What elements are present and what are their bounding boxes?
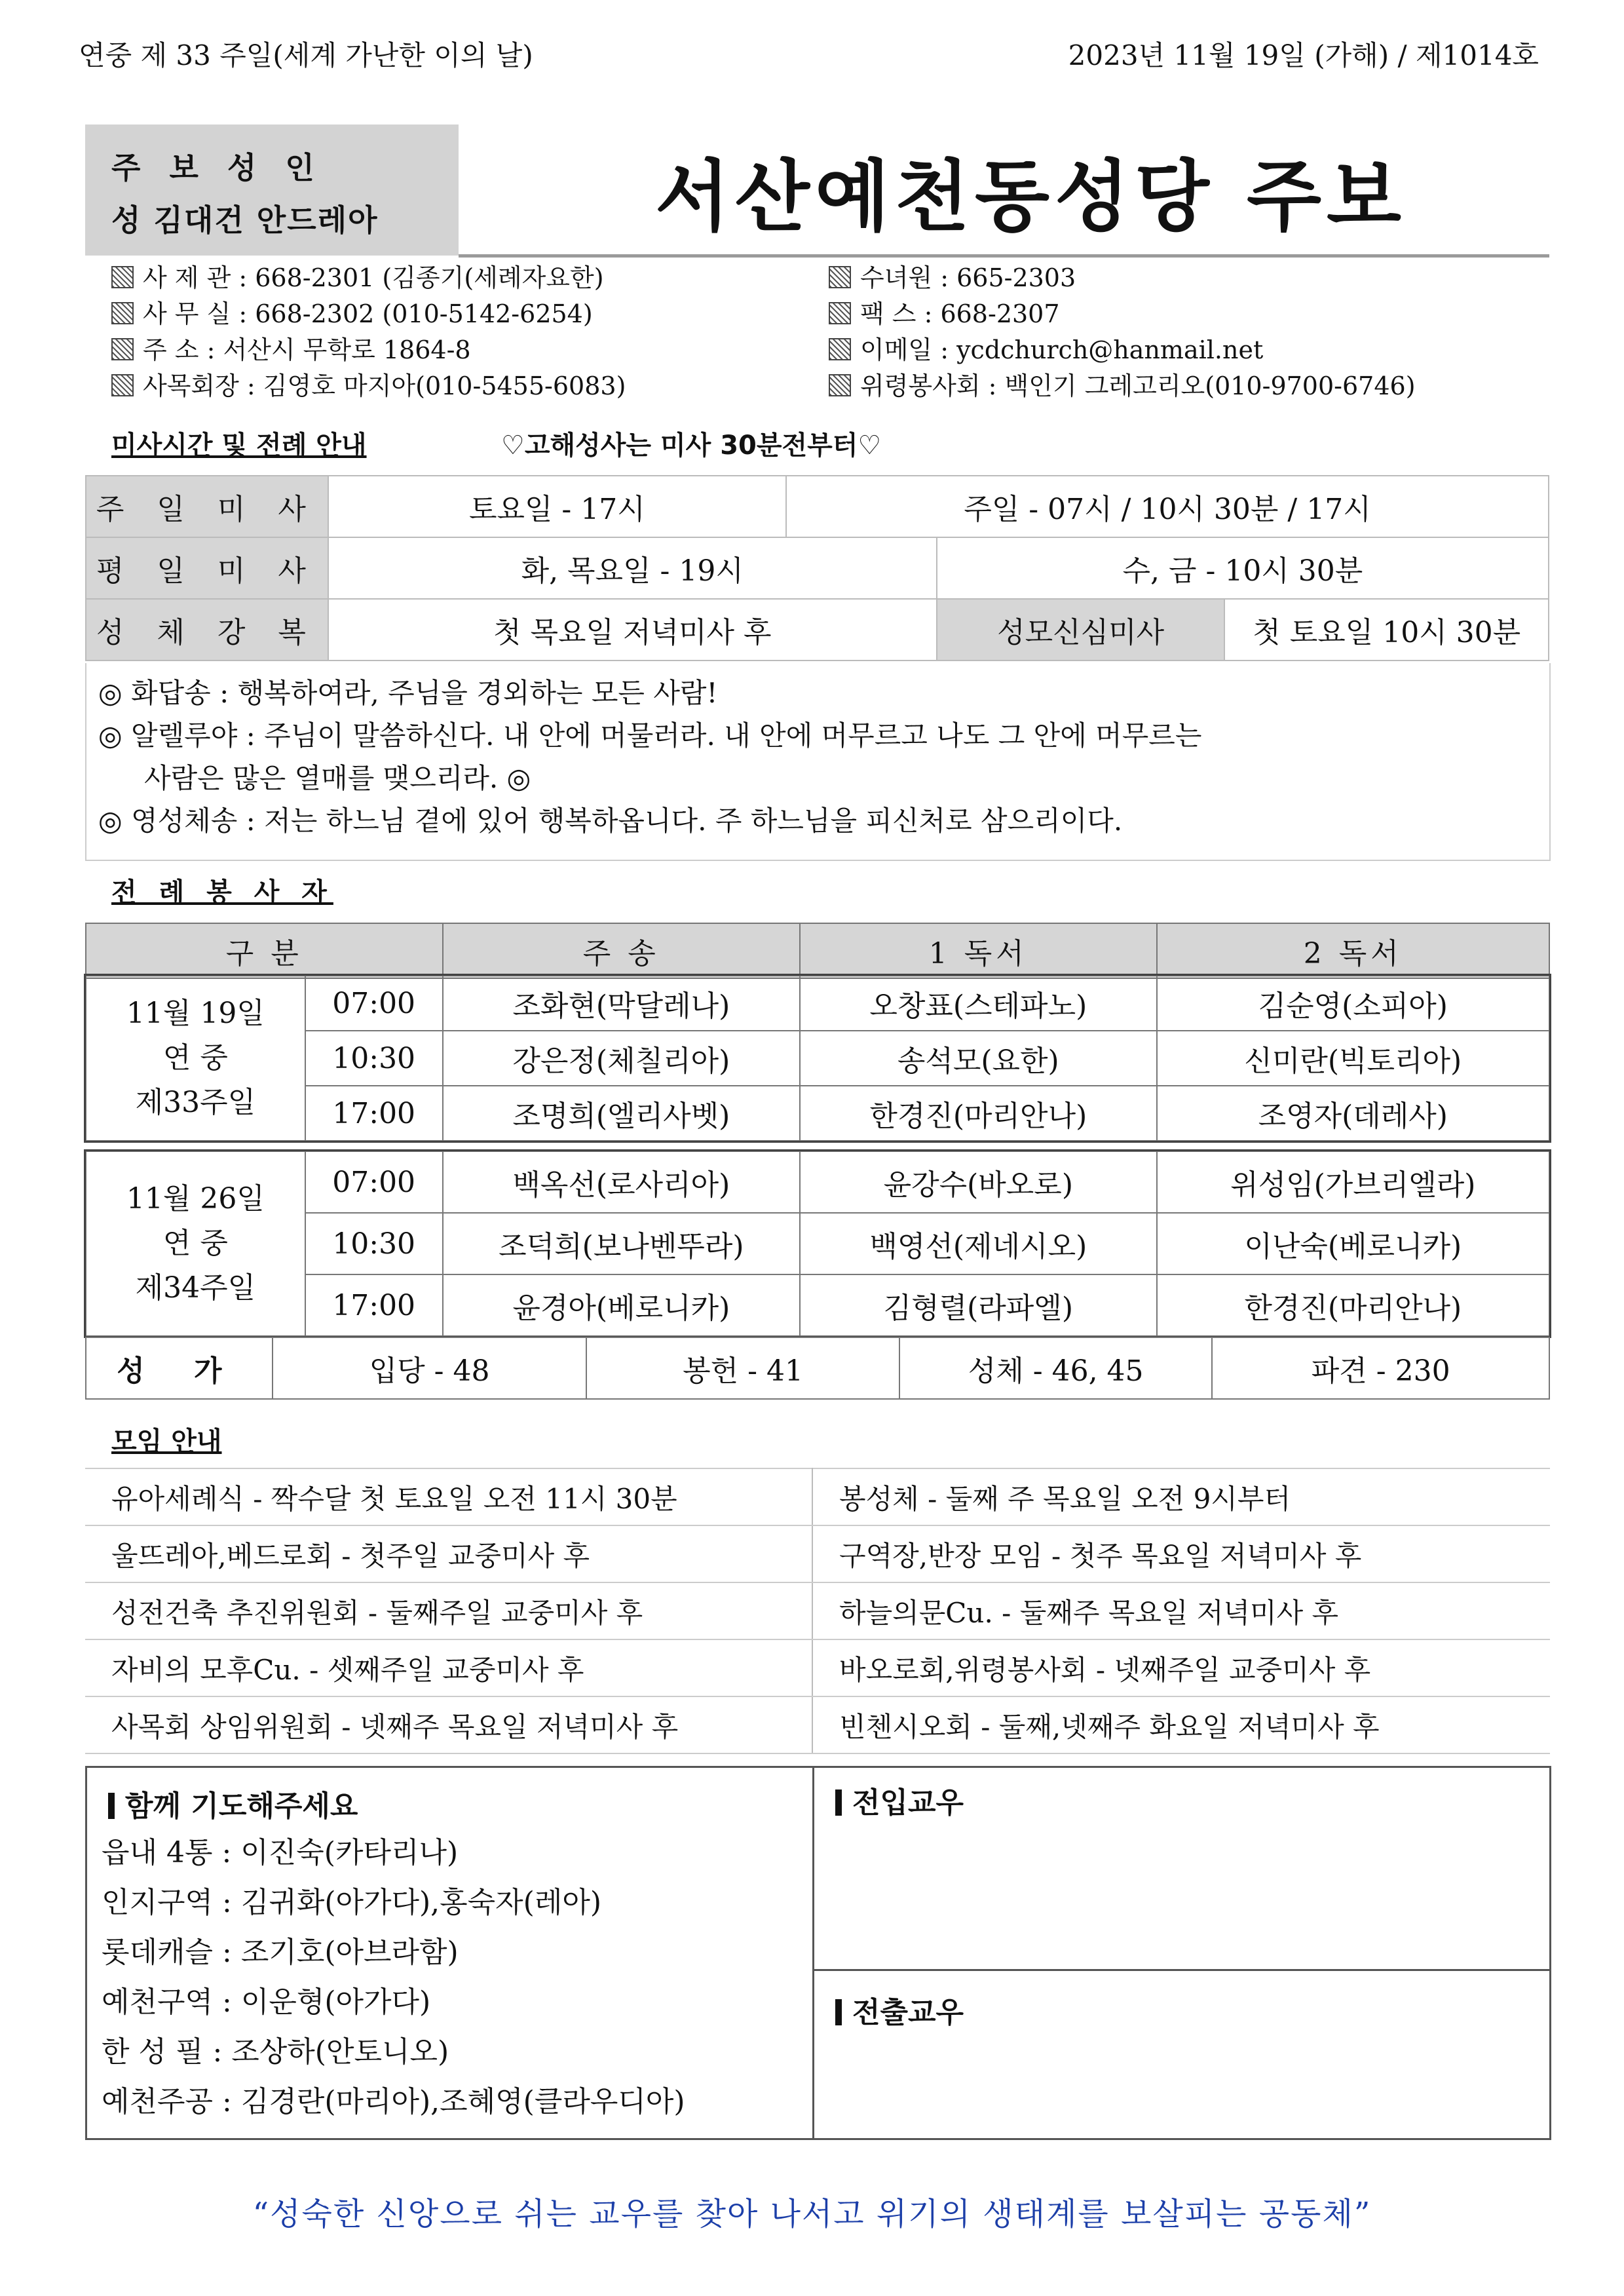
meeting-item: 구역장,반장 모임 - 첫주 목요일 저녁미사 후 xyxy=(812,1525,1550,1582)
issue-date-number: 2023년 11월 19일 (가해) / 제1014호 xyxy=(1068,39,1539,71)
meeting-item: 빈첸시오회 - 둘째,넷째주 화요일 저녁미사 후 xyxy=(812,1696,1550,1753)
adoration-label: 성 체 강 복 xyxy=(86,599,328,660)
contact-office: 사 무 실 : 668-2302 (010-5142-6254) xyxy=(111,296,626,332)
transfer-in-heading: 전입교우 xyxy=(835,1779,964,1821)
table-row xyxy=(85,1525,1550,1582)
reader2: 조영자(데레사) xyxy=(1157,1086,1549,1141)
week-date-cell xyxy=(86,976,305,1141)
mass-time: 10:30 xyxy=(305,1213,443,1274)
mass-time: 17:00 xyxy=(305,1274,443,1336)
alleluia-verse-cont: 사람은 많은 열매를 맺으리라. ◎ xyxy=(144,762,531,794)
mass-time: 10:30 xyxy=(305,1031,443,1086)
communion-antiphon: ◎ 영성체송 : 저는 하느님 곁에 있어 행복하옵니다. 주 하느님을 피신처로 삼으리이다. xyxy=(98,805,1123,837)
meetings-table xyxy=(85,1468,1550,1754)
table-row xyxy=(86,1086,1549,1141)
antiphons xyxy=(98,672,1201,842)
servers-section-title: 전 례 봉 사 자 xyxy=(111,877,333,908)
reader1: 송석모(요한) xyxy=(800,1031,1156,1086)
sunday-times: 주일 - 07시 / 10시 30분 / 17시 xyxy=(786,476,1549,537)
week-sunday: 제34주일 xyxy=(135,1271,256,1305)
checkbox-icon xyxy=(111,266,134,288)
contact-list-left xyxy=(111,260,626,404)
table-row xyxy=(86,476,1549,537)
sunday-mass-label: 주 일 미 사 xyxy=(86,476,328,537)
mass-section-title: 미사시간 및 전례 안내 xyxy=(111,430,367,461)
reader2: 이난숙(베로니카) xyxy=(1157,1213,1549,1274)
list-item: 한 성 필 : 조상하(안토니오) xyxy=(102,2035,449,2069)
list-item: 읍내 4통 : 이진숙(카타리나) xyxy=(102,1836,459,1869)
table-row xyxy=(85,1696,1550,1753)
contact-email: 이메일 : ycdchurch@hanmail.net xyxy=(829,332,1416,368)
table-row xyxy=(86,1151,1549,1213)
servers-week-nov19 xyxy=(85,975,1550,1141)
marian-mass-label: 성모신심미사 xyxy=(937,599,1225,660)
table-row xyxy=(86,1274,1549,1336)
week-date: 11월 19일 xyxy=(126,997,265,1030)
heading-bar-icon xyxy=(835,1789,842,1816)
table-row xyxy=(85,1639,1550,1696)
contact-address: 주 소 : 서산시 무학로 1864-8 xyxy=(111,332,626,368)
table-row xyxy=(86,1213,1549,1274)
cantor: 백옥선(로사리아) xyxy=(443,1151,800,1213)
gradual-antiphon: ◎ 화답송 : 행복하여라, 주님을 경외하는 모든 사람! xyxy=(98,677,718,709)
table-row xyxy=(86,1337,1549,1399)
cantor: 조화현(막달레나) xyxy=(443,976,800,1031)
title-rule xyxy=(459,254,1549,258)
contact-rectory: 사 제 관 : 668-2301 (김종기(세례자요한) xyxy=(111,260,626,296)
meetings-section-title: 모임 안내 xyxy=(111,1426,222,1457)
table-row xyxy=(86,923,1549,978)
heading-bar-icon xyxy=(108,1793,115,1819)
week-date: 11월 26일 xyxy=(126,1182,265,1215)
table-row xyxy=(86,1031,1549,1086)
patron-name: 성 김대건 안드레아 xyxy=(111,202,379,238)
meeting-item: 자비의 모후Cu. - 셋째주일 교중미사 후 xyxy=(85,1639,812,1696)
header-reader1: 1 독서 xyxy=(800,923,1157,978)
checkbox-icon xyxy=(111,302,134,324)
reader1: 오창표(스테파노) xyxy=(800,976,1156,1031)
hymn-offertory: 봉헌 - 41 xyxy=(586,1337,899,1399)
week-season: 연 중 xyxy=(162,1227,228,1260)
patron-label: 주 보 성 인 xyxy=(111,150,324,185)
checkbox-icon xyxy=(111,374,134,396)
box-divider xyxy=(812,1969,1549,1971)
parish-motto: “성숙한 신앙으로 쉬는 교우를 찾아 나서고 위기의 생태계를 보살피는 공동체” xyxy=(252,2196,1372,2232)
reader1: 백영선(제네시오) xyxy=(800,1213,1156,1274)
prayer-list xyxy=(102,1828,685,2127)
mass-schedule-table xyxy=(85,475,1549,661)
reader2: 한경진(마리안나) xyxy=(1157,1274,1549,1336)
marian-mass-time: 첫 토요일 10시 30분 xyxy=(1224,599,1549,660)
hymns-label: 성 가 xyxy=(86,1337,273,1399)
checkbox-icon xyxy=(829,266,851,288)
meeting-item: 울뜨레아,베드로회 - 첫주일 교중미사 후 xyxy=(85,1525,812,1582)
sunday-saturday-time: 토요일 - 17시 xyxy=(328,476,786,537)
weekday-mass-label: 평 일 미 사 xyxy=(86,537,328,599)
mass-time: 07:00 xyxy=(305,976,443,1031)
table-row xyxy=(86,976,1549,1031)
checkbox-icon xyxy=(829,338,851,360)
bulletin-title: 서산예천동성당 주보 xyxy=(655,151,1407,242)
header-reader2: 2 독서 xyxy=(1157,923,1550,978)
cantor: 조덕희(보나벤뚜라) xyxy=(443,1213,800,1274)
cantor: 강은정(체칠리아) xyxy=(443,1031,800,1086)
reader2: 신미란(빅토리아) xyxy=(1157,1031,1549,1086)
checkbox-icon xyxy=(829,302,851,324)
servers-header xyxy=(85,923,1550,979)
adoration-time: 첫 목요일 저녁미사 후 xyxy=(328,599,937,660)
weekday-times-a: 화, 목요일 - 19시 xyxy=(328,537,937,599)
hymn-communion: 성체 - 46, 45 xyxy=(899,1337,1213,1399)
mass-time: 17:00 xyxy=(305,1086,443,1141)
transfer-out-heading: 전출교우 xyxy=(835,1989,964,2031)
header-category: 구 분 xyxy=(86,923,443,978)
week-season: 연 중 xyxy=(162,1041,228,1075)
heading-bar-icon xyxy=(835,1999,842,2025)
box-divider xyxy=(812,1766,814,2138)
reader1: 김형렬(라파엘) xyxy=(800,1274,1156,1336)
contact-council-president: 사목회장 : 김영호 마지아(010-5455-6083) xyxy=(111,368,626,404)
week-date-cell xyxy=(86,1151,305,1336)
alleluia-verse: ◎ 알렐루야 : 주님이 말씀하신다. 내 안에 머물러라. 내 안에 머무르고 나도 그 안에 머무르는 xyxy=(98,719,1202,752)
patron-saint-box xyxy=(85,124,459,256)
contact-funeral-service: 위령봉사회 : 백인기 그레고리오(010-9700-6746) xyxy=(829,368,1416,404)
meeting-item: 봉성체 - 둘째 주 목요일 오전 9시부터 xyxy=(812,1468,1550,1525)
contact-fax: 팩 스 : 668-2307 xyxy=(829,296,1416,332)
meeting-item: 하늘의문Cu. - 둘째주 목요일 저녁미사 후 xyxy=(812,1582,1550,1639)
liturgical-day: 연중 제 33 주일(세계 가난한 이의 날) xyxy=(79,39,533,71)
mass-time: 07:00 xyxy=(305,1151,443,1213)
table-row xyxy=(86,599,1549,660)
contact-list-right xyxy=(829,260,1416,404)
cantor: 조명희(엘리사벳) xyxy=(443,1086,800,1141)
servers-week-nov26 xyxy=(85,1151,1550,1337)
reader2: 김순영(소피아) xyxy=(1157,976,1549,1031)
list-item: 예천주공 : 김경란(마리아),조혜영(클라우디아) xyxy=(102,2085,685,2118)
checkbox-icon xyxy=(111,338,134,360)
contact-convent: 수녀원 : 665-2303 xyxy=(829,260,1416,296)
reader2: 위성임(가브리엘라) xyxy=(1157,1151,1549,1213)
reader1: 한경진(마리안나) xyxy=(800,1086,1156,1141)
checkbox-icon xyxy=(829,374,851,396)
confession-note: ♡고해성사는 미사 30분전부터♡ xyxy=(501,430,882,461)
meeting-item: 사목회 상임위원회 - 넷째주 목요일 저녁미사 후 xyxy=(85,1696,812,1753)
hymn-recessional: 파견 - 230 xyxy=(1212,1337,1549,1399)
week-sunday: 제33주일 xyxy=(135,1086,256,1119)
weekday-times-b: 수, 금 - 10시 30분 xyxy=(937,537,1549,599)
table-row xyxy=(85,1468,1550,1525)
header-cantor: 주 송 xyxy=(443,923,801,978)
meeting-item: 성전건축 추진위원회 - 둘째주일 교중미사 후 xyxy=(85,1582,812,1639)
list-item: 롯데캐슬 : 조기호(아브라함) xyxy=(102,1936,459,1969)
hymn-entrance: 입당 - 48 xyxy=(273,1337,587,1399)
cantor: 윤경아(베로니카) xyxy=(443,1274,800,1336)
list-item: 예천구역 : 이운형(아가다) xyxy=(102,1985,431,2019)
prayer-heading: 함께 기도해주세요 xyxy=(108,1782,358,1824)
meeting-item: 바오로회,위령봉사회 - 넷째주일 교중미사 후 xyxy=(812,1639,1550,1696)
reader1: 윤강수(바오로) xyxy=(800,1151,1156,1213)
hymns-table xyxy=(85,1337,1550,1400)
list-item: 인지구역 : 김귀화(아가다),홍숙자(레아) xyxy=(102,1886,602,1919)
meeting-item: 유아세례식 - 짝수달 첫 토요일 오전 11시 30분 xyxy=(85,1468,812,1525)
table-row xyxy=(85,1582,1550,1639)
table-row xyxy=(86,537,1549,599)
